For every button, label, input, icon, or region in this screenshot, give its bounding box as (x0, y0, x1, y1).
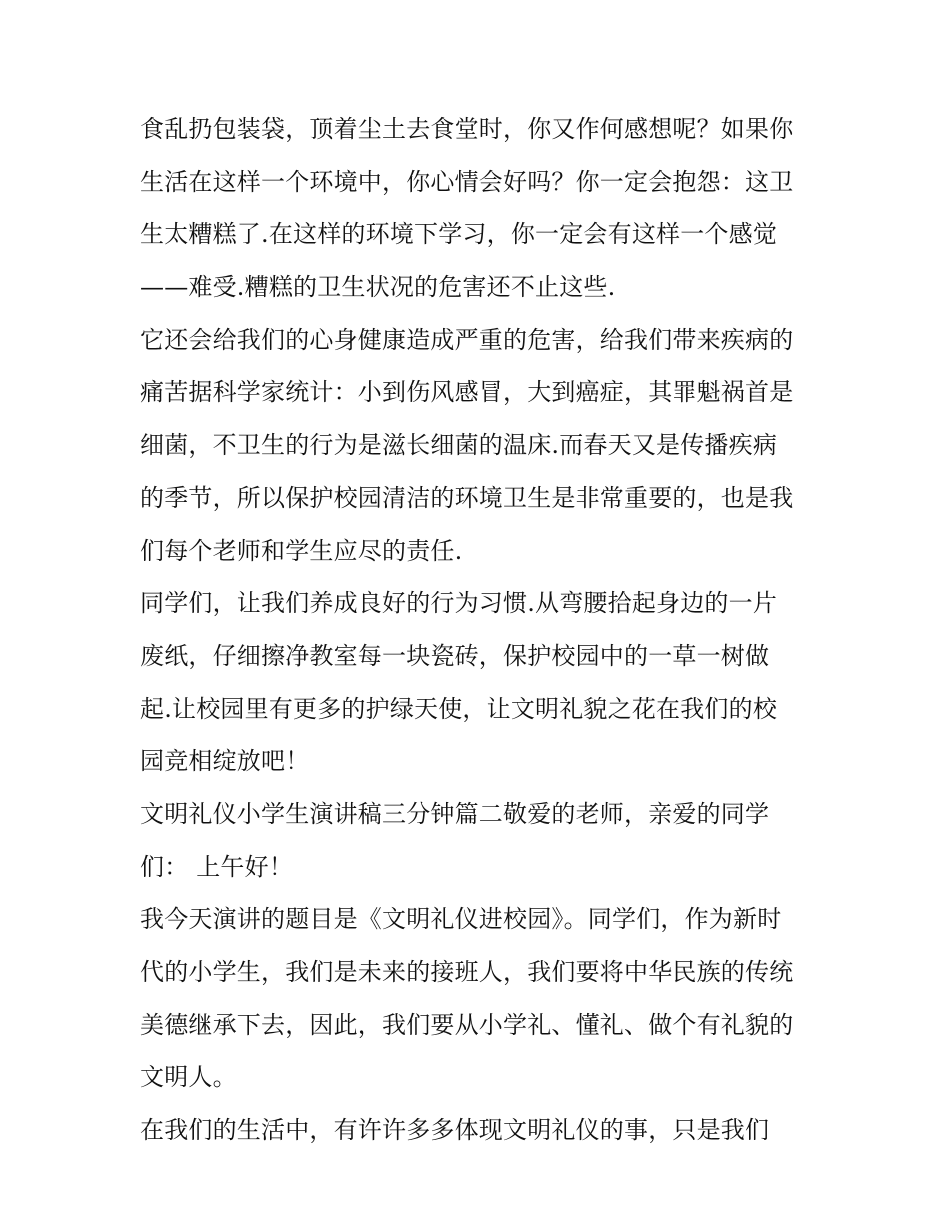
text-line: 美德继承下去，因此，我们要从小学礼、懂礼、做个有礼貌的 (140, 1010, 794, 1039)
text-line: 代的小学生，我们是未来的接班人，我们要将中华民族的传统 (140, 958, 794, 986)
text-line: 们每个老师和学生应尽的责任. (140, 536, 463, 565)
text-line: 痛苦据科学家统计：小到伤风感冒，大到癌症，其罪魁祸首是 (140, 378, 794, 407)
text-line: 的季节，所以保护校园清洁的环境卫生是非常重要的，也是我 (140, 483, 794, 512)
text-line: 生太糟糕了.在这样的环境下学习，你一定会有这样一个感觉 (140, 220, 778, 249)
text-line: 园竞相绽放吧！ (140, 747, 310, 776)
text-line: 起.让校园里有更多的护绿天使，让文明礼貌之花在我们的校 (140, 694, 778, 723)
body-text (140, 103, 820, 1157)
text-line: 生活在这样一个环境中，你心情会好吗？你一定会抱怨：这卫 (140, 167, 794, 196)
text-line: 文明礼仪小学生演讲稿三分钟篇二敬爱的老师，亲爱的同学 (140, 799, 770, 828)
text-line: 细菌，不卫生的行为是滋长细菌的温床.而春天又是传播疾病 (140, 431, 778, 460)
text-line: 文明人。 (140, 1063, 237, 1092)
text-line: 在我们的生活中，有许许多多体现文明礼仪的事，只是我们 (140, 1116, 770, 1145)
text-line: ——难受.糟糕的卫生状况的危害还不止这些. (140, 273, 616, 302)
text-line: 们： 上午好！ (140, 852, 294, 881)
text-line: 食乱扔包装袋，顶着尘土去食堂时，你又作何感想呢？如果你 (140, 115, 794, 143)
text-line: 它还会给我们的心身健康造成严重的危害，给我们带来疾病的 (140, 325, 794, 354)
text-line: 废纸，仔细擦净教室每一块瓷砖，保护校园中的一草一树做 (140, 641, 770, 670)
text-line: 同学们，让我们养成良好的行为习惯.从弯腰拾起身边的一片 (140, 589, 778, 618)
text-line: 我今天演讲的题目是《文明礼仪进校园》。同学们，作为新时 (140, 905, 782, 934)
